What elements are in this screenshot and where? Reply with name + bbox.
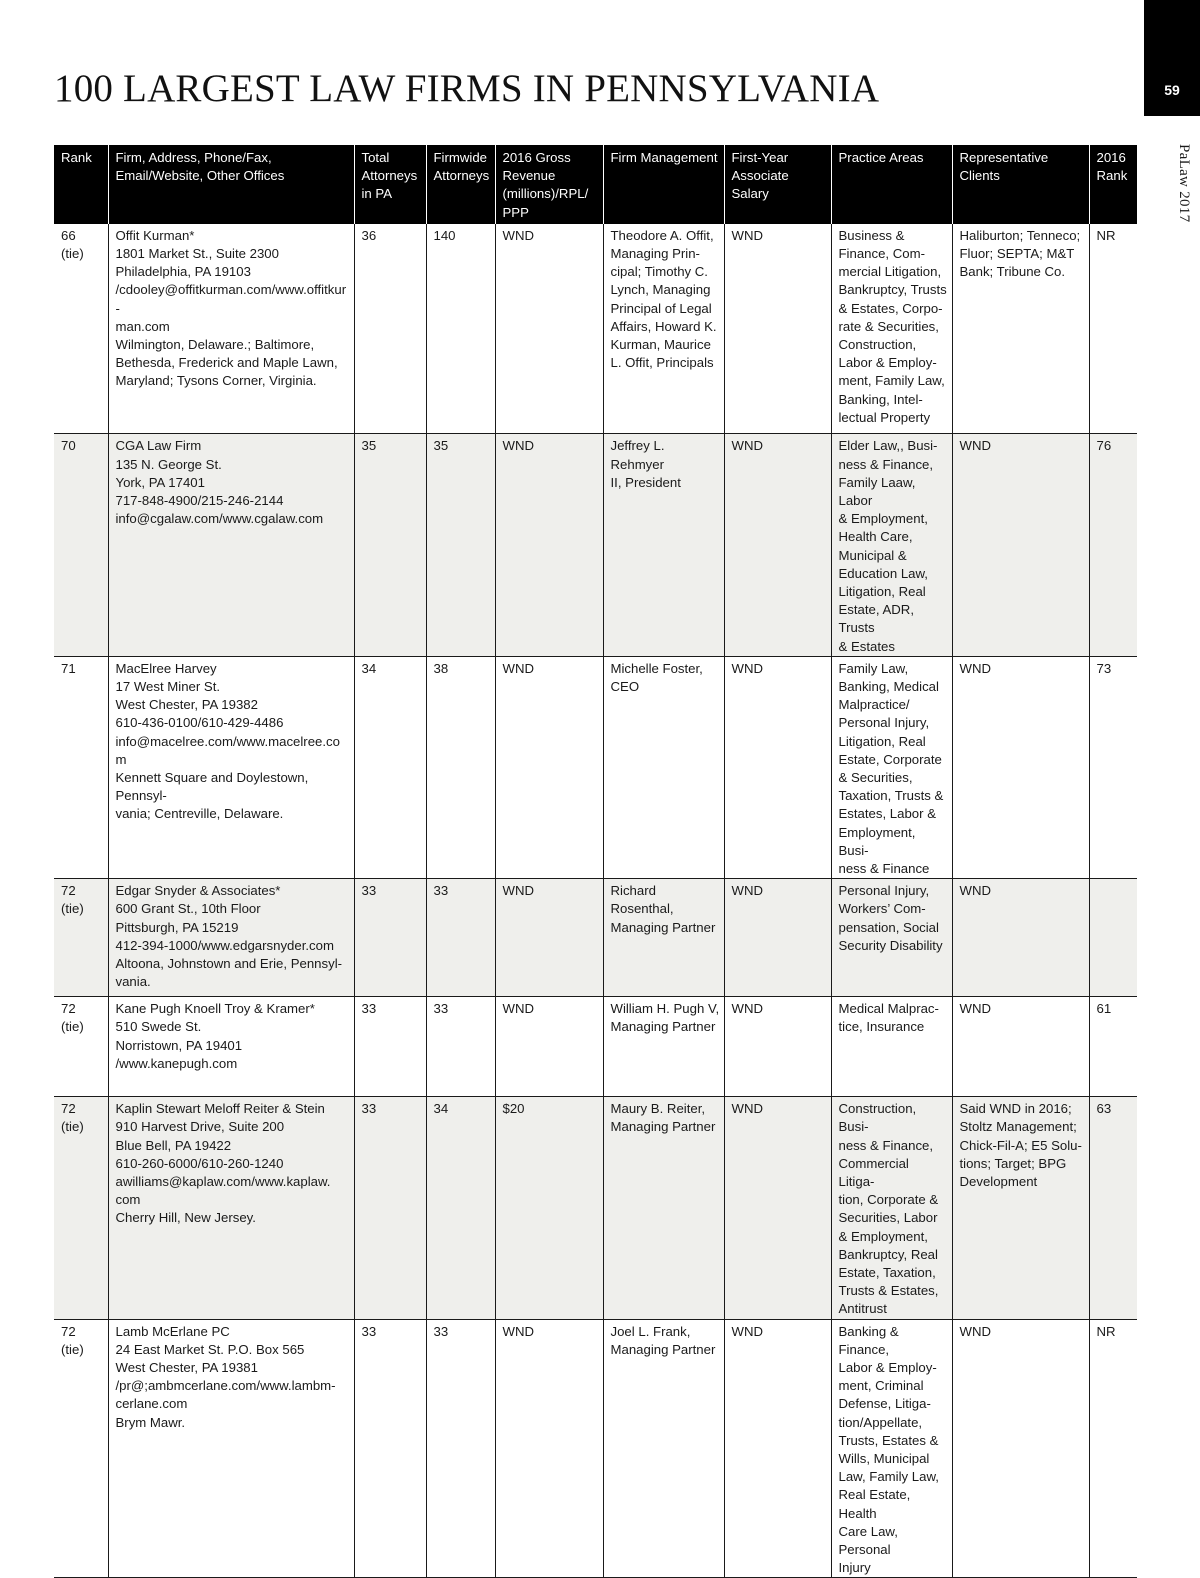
- practice-areas-cell: Construction, Busi- ness & Finance, Commercial Litiga- tion, Corporate & Securities, Labor & Employment, Bankruptcy, Real Estate, Taxation, Trusts & Estates, Antitrust: [831, 1097, 952, 1319]
- practice-areas-cell: Personal Injury, Workers’ Com- pensation, Social Security Disability: [831, 879, 952, 997]
- revenue-cell: $20: [495, 1097, 603, 1319]
- firm-cell: CGA Law Firm 135 N. George St. York, PA 17401 717-848-4900/215-246-2144 info@cgalaw.com/www.cgalaw.com: [108, 434, 354, 656]
- header-associate-salary: First-Year Associate Salary: [724, 145, 831, 224]
- attorneys-pa-cell: 33: [354, 1319, 426, 1578]
- management-cell: Michelle Foster, CEO: [603, 656, 724, 878]
- rank-2016-cell: NR: [1089, 224, 1137, 434]
- table-row: [54, 656, 1137, 878]
- clients-cell: WND: [952, 997, 1089, 1097]
- firm-cell: MacElree Harvey 17 West Miner St. West Chester, PA 19382 610-436-0100/610-429-4486 info@macelree.com/www.macelree.com Kennett Square and Doylestown, Pennsyl- vania; Centreville, Delaware.: [108, 656, 354, 878]
- attorneys-pa-cell: 33: [354, 1097, 426, 1319]
- clients-cell: WND: [952, 1319, 1089, 1578]
- page-number: 59: [1164, 82, 1180, 98]
- firm-cell: Lamb McErlane PC 24 East Market St. P.O. Box 565 West Chester, PA 19381 /pr@;ambmcerlane.com/www.lambm- cerlane.com Brym Mawr.: [108, 1319, 354, 1578]
- salary-cell: WND: [724, 656, 831, 878]
- clients-cell: WND: [952, 434, 1089, 656]
- attorneys-firmwide-cell: 34: [426, 1097, 495, 1319]
- header-firmwide-attorneys: Firmwide Attorneys: [426, 145, 495, 224]
- rank-cell: 72 (tie): [54, 1319, 108, 1578]
- table-row: [54, 224, 1137, 434]
- practice-areas-cell: Business & Finance, Com- mercial Litigation, Bankruptcy, Trusts & Estates, Corpo- rate & Securities, Construction, Labor & Employ- ment, Family Law, Banking, Intel- lectual Property: [831, 224, 952, 434]
- salary-cell: WND: [724, 997, 831, 1097]
- rank-2016-cell: 61: [1089, 997, 1137, 1097]
- attorneys-firmwide-cell: 33: [426, 879, 495, 997]
- management-cell: Theodore A. Offit, Managing Prin- cipal; Timothy C. Lynch, Managing Principal of Legal Affairs, Howard K. Kurman, Maurice L. Offit, Principals: [603, 224, 724, 434]
- header-2016-rank: 2016 Rank: [1089, 145, 1137, 224]
- management-cell: Jeffrey L. Rehmyer II, President: [603, 434, 724, 656]
- header-rank: Rank: [54, 145, 108, 224]
- revenue-cell: WND: [495, 224, 603, 434]
- management-cell: Maury B. Reiter, Managing Partner: [603, 1097, 724, 1319]
- header-practice-areas: Practice Areas: [831, 145, 952, 224]
- rank-2016-cell: 63: [1089, 1097, 1137, 1319]
- attorneys-firmwide-cell: 38: [426, 656, 495, 878]
- firm-cell: Kaplin Stewart Meloff Reiter & Stein 910 Harvest Drive, Suite 200 Blue Bell, PA 19422 610-260-6000/610-260-1240 awilliams@kaplaw.com/www.kaplaw. com Cherry Hill, New Jersey.: [108, 1097, 354, 1319]
- revenue-cell: WND: [495, 434, 603, 656]
- rank-2016-cell: 76: [1089, 434, 1137, 656]
- salary-cell: WND: [724, 1097, 831, 1319]
- table-row: [54, 1097, 1137, 1319]
- attorneys-pa-cell: 33: [354, 997, 426, 1097]
- revenue-cell: WND: [495, 997, 603, 1097]
- header-firm-management: Firm Management: [603, 145, 724, 224]
- salary-cell: WND: [724, 434, 831, 656]
- attorneys-firmwide-cell: 35: [426, 434, 495, 656]
- rank-cell: 72 (tie): [54, 1097, 108, 1319]
- page-title: 100 LARGEST LAW FIRMS IN PENNSYLVANIA: [54, 67, 880, 110]
- header-gross-revenue: 2016 Gross Revenue (millions)/RPL/ PPP: [495, 145, 603, 224]
- table-row: [54, 997, 1137, 1097]
- management-cell: Joel L. Frank, Managing Partner: [603, 1319, 724, 1578]
- table-header-row: [54, 145, 1137, 224]
- management-cell: William H. Pugh V, Managing Partner: [603, 997, 724, 1097]
- practice-areas-cell: Medical Malprac- tice, Insurance: [831, 997, 952, 1097]
- practice-areas-cell: Elder Law,, Busi- ness & Finance, Family Laaw, Labor & Employment, Health Care, Municipal & Education Law, Litigation, Real Estate, ADR, Trusts & Estates: [831, 434, 952, 656]
- salary-cell: WND: [724, 224, 831, 434]
- practice-areas-cell: Family Law, Banking, Medical Malpractice/ Personal Injury, Litigation, Real Estate, Corporate & Securities, Taxation, Trusts & Estates, Labor & Employment, Busi- ness & Finance: [831, 656, 952, 878]
- rank-2016-cell: [1089, 879, 1137, 997]
- attorneys-pa-cell: 35: [354, 434, 426, 656]
- practice-areas-cell: Banking & Finance, Labor & Employ- ment, Criminal Defense, Litiga- tion/Appellate, Trusts, Estates & Wills, Municipal Law, Family Law, Real Estate, Health Care Law, Personal Injury: [831, 1319, 952, 1578]
- rank-cell: 71: [54, 656, 108, 878]
- management-cell: Richard Rosenthal, Managing Partner: [603, 879, 724, 997]
- clients-cell: Haliburton; Tenneco; Fluor; SEPTA; M&T Bank; Tribune Co.: [952, 224, 1089, 434]
- attorneys-firmwide-cell: 33: [426, 1319, 495, 1578]
- rank-cell: 72 (tie): [54, 997, 108, 1097]
- revenue-cell: WND: [495, 656, 603, 878]
- firm-cell: Kane Pugh Knoell Troy & Kramer* 510 Swede St. Norristown, PA 19401 /www.kanepugh.com: [108, 997, 354, 1097]
- rank-2016-cell: NR: [1089, 1319, 1137, 1578]
- page-number-tab: [1144, 0, 1200, 116]
- header-representative-clients: Representative Clients: [952, 145, 1089, 224]
- firm-cell: Edgar Snyder & Associates* 600 Grant St., 10th Floor Pittsburgh, PA 15219 412-394-1000/www.edgarsnyder.com Altoona, Johnstown and Erie, Pennsyl- vania.: [108, 879, 354, 997]
- publication-label: PaLaw 2017: [1176, 144, 1192, 223]
- table-row: [54, 1319, 1137, 1578]
- header-firm: Firm, Address, Phone/Fax, Email/Website, Other Offices: [108, 145, 354, 224]
- rank-cell: 66 (tie): [54, 224, 108, 434]
- rank-cell: 72 (tie): [54, 879, 108, 997]
- rank-cell: 70: [54, 434, 108, 656]
- firm-cell: Offit Kurman* 1801 Market St., Suite 2300 Philadelphia, PA 19103 /cdooley@offitkurman.com/www.offitkur- man.com Wilmington, Delaware.; Baltimore, Bethesda, Frederick and Maple Lawn, Maryland; Tysons Corner, Virginia.: [108, 224, 354, 434]
- attorneys-pa-cell: 36: [354, 224, 426, 434]
- attorneys-firmwide-cell: 140: [426, 224, 495, 434]
- revenue-cell: WND: [495, 879, 603, 997]
- clients-cell: Said WND in 2016; Stoltz Management; Chick-Fil-A; E5 Solu- tions; Target; BPG Development: [952, 1097, 1089, 1319]
- clients-cell: WND: [952, 656, 1089, 878]
- attorneys-firmwide-cell: 33: [426, 997, 495, 1097]
- revenue-cell: WND: [495, 1319, 603, 1578]
- table-row: [54, 434, 1137, 656]
- table-row: [54, 879, 1137, 997]
- attorneys-pa-cell: 34: [354, 656, 426, 878]
- salary-cell: WND: [724, 879, 831, 997]
- header-total-attorneys: Total Attorneys in PA: [354, 145, 426, 224]
- salary-cell: WND: [724, 1319, 831, 1578]
- attorneys-pa-cell: 33: [354, 879, 426, 997]
- law-firms-table: [54, 145, 1137, 1578]
- clients-cell: WND: [952, 879, 1089, 997]
- rank-2016-cell: 73: [1089, 656, 1137, 878]
